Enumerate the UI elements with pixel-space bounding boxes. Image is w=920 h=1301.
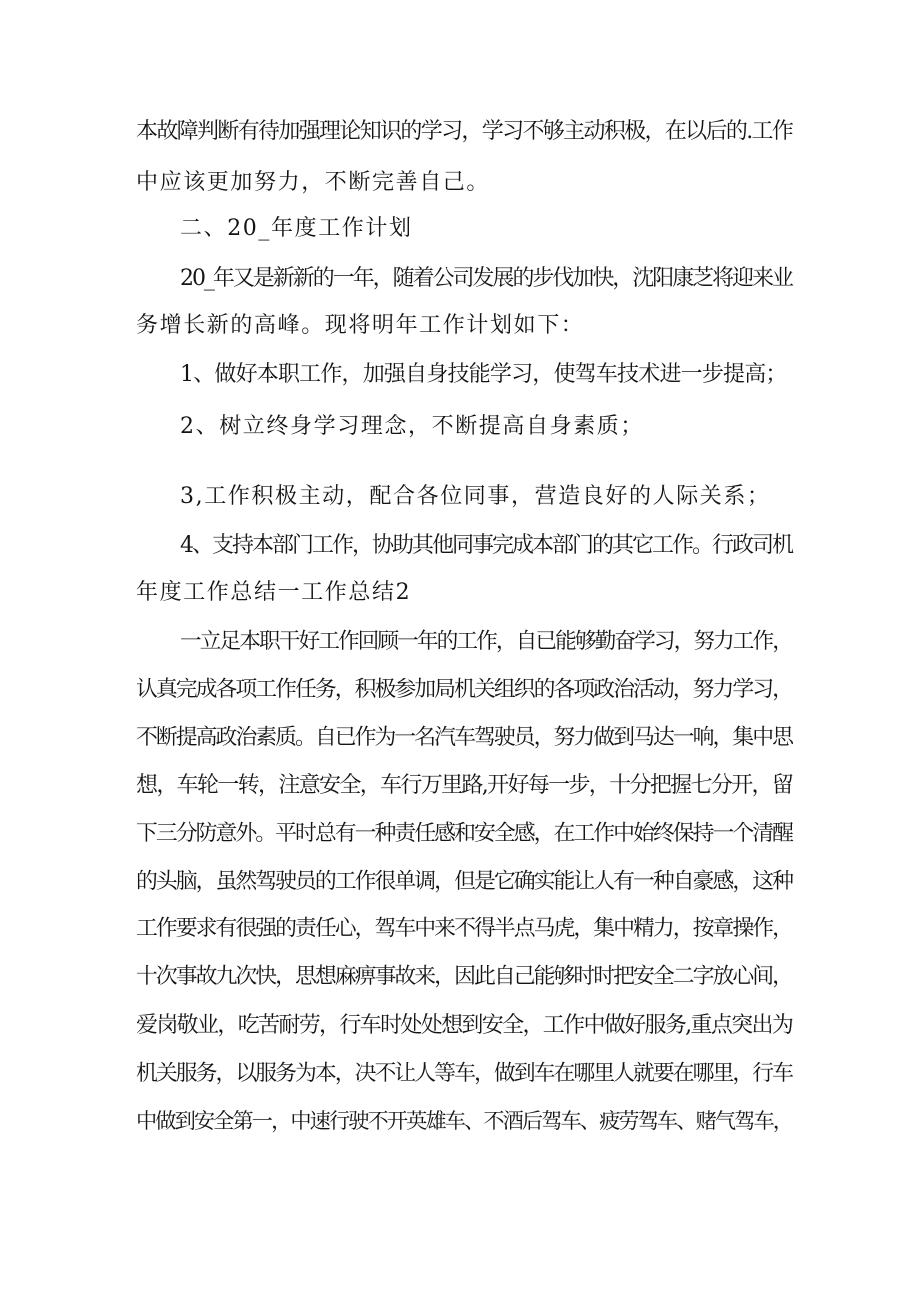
text-line-16: 的头脑，虽然驾驶员的工作很单调，但是它确实能让人有一种自豪感，这种 <box>136 869 792 894</box>
plan-item-4: 4、支持本部门工作，协助其他同事完成本部门的其它工作。行政司机 <box>180 533 792 558</box>
text-line-10: 年度工作总结一工作总结2 <box>136 580 412 605</box>
text-line-14: 想，车轮一转，注意安全，车行万里路,开好每一步，十分把握七分开，留 <box>136 773 792 798</box>
plan-item-2: 2、树立终身学习理念，不断提高自身素质； <box>180 414 644 439</box>
section-heading: 二、20_年度工作计划 <box>180 216 413 241</box>
plan-item-3: 3,工作积极主动，配合各位同事，营造良好的人际关系； <box>180 484 771 509</box>
text-line-1: 本故障判断有待加强理论知识的学习，学习不够主动积极，在以后的.工作 <box>136 119 792 144</box>
text-line-2: 中应该更加努力，不断完善自己。 <box>136 170 491 195</box>
text-line-21: 中做到安全第一，中速行驶不开英雄车、不酒后驾车、疲劳驾车、赌气驾车， <box>136 1109 792 1134</box>
text-line-17: 工作要求有很强的责任心，驾车中来不得半点马虎，集中精力，按章操作， <box>136 916 792 941</box>
text-line-12: 认真完成各项工作任务，积极参加局机关组织的各项政治活动，努力学习， <box>136 677 792 702</box>
text-line-15: 下三分防意外。平时总有一种责任感和安全感，在工作中始终保持一个清醒 <box>136 821 792 846</box>
text-line-18: 十次事故九次快，思想麻痹事故来，因此自己能够时时把安全二字放心间， <box>136 964 792 989</box>
text-line-11: 一立足本职干好工作回顾一年的工作，自已能够勤奋学习，努力工作， <box>180 629 792 654</box>
text-line-4: 20_年又是新新的一年，随着公司发展的步伐加快，沈阳康芝将迎来业 <box>180 266 792 291</box>
text-line-20: 机关服务，以服务为本，决不让人等车，做到车在哪里人就要在哪里，行车 <box>136 1061 792 1086</box>
plan-item-1: 1、做好本职工作，加强自身技能学习，使驾车技术进一步提高； <box>180 362 787 387</box>
text-line-13: 不断提高政治素质。自已作为一名汽车驾驶员，努力做到马达一响，集中思 <box>136 725 792 750</box>
text-line-5: 务增长新的高峰。现将明年工作计划如下： <box>136 313 585 338</box>
text-line-19: 爱岗敬业，吃苦耐劳，行车时处处想到安全，工作中做好服务,重点突出为 <box>136 1013 792 1038</box>
